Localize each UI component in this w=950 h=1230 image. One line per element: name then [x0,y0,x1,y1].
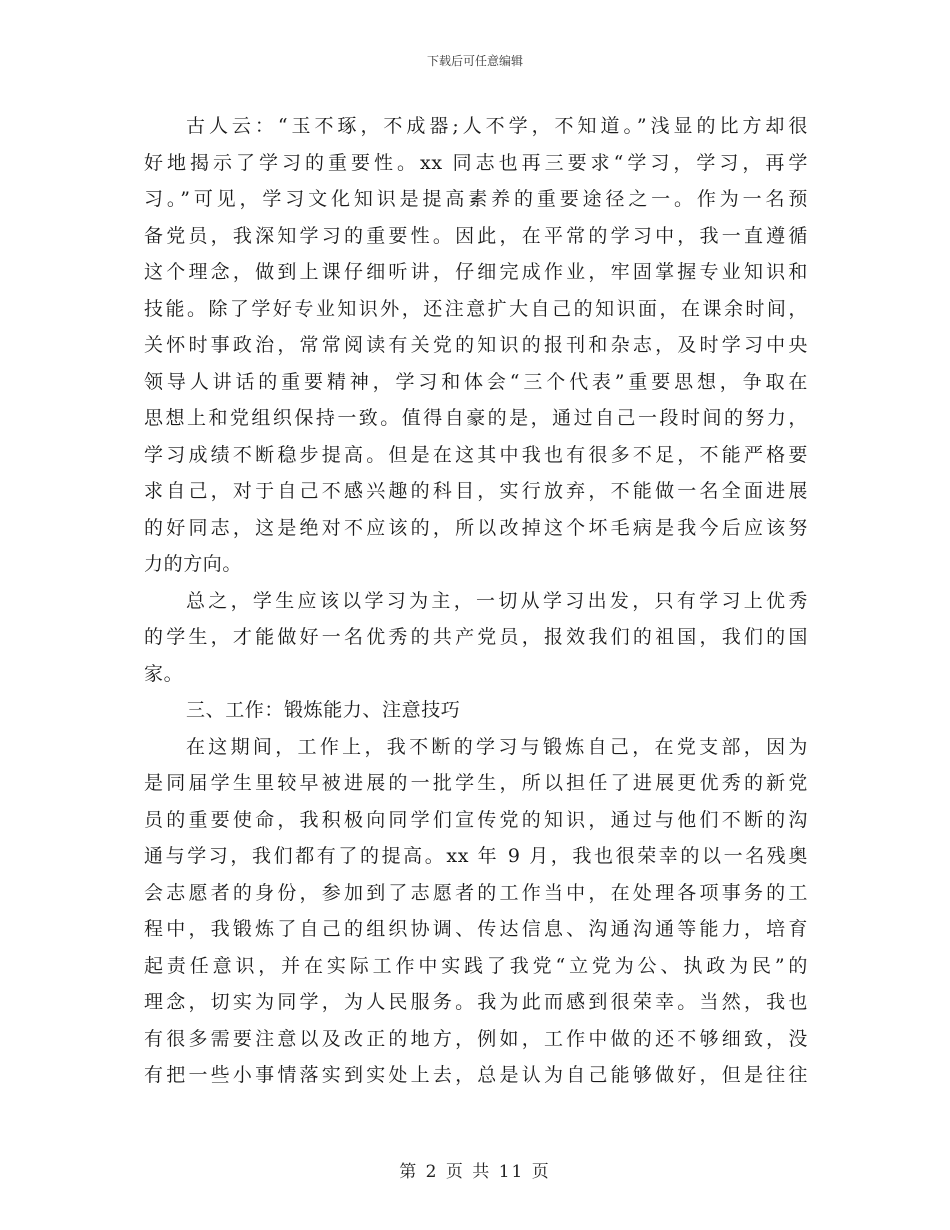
text-line: 有把一些小事情落实到实处上去，总是认为自己能够做好，但是往往 [144,1064,808,1086]
section-heading: 三、工作：锻炼能力、注意技巧 [186,699,461,721]
text-line: 通与学习，我们都有了的提高。xx 年 9 月，我也很荣幸的以一名残奥 [144,845,808,867]
text-line: 好地揭示了学习的重要性。xx 同志也再三要求“学习，学习，再学 [144,151,808,174]
text-line: 思想上和党组织保持一致。值得自豪的是，通过自己一段时间的努力， [144,407,808,429]
text-line: 起责任意识，并在实际工作中实践了我党“立党为公、执政为民”的 [144,954,808,977]
text-line: 是同届学生里较早被进展的一批学生，所以担任了进展更优秀的新党 [144,772,808,794]
text-line: 的学生，才能做好一名优秀的共产党员，报效我们的祖国，我们的国 [144,626,808,648]
text-line: 有很多需要注意以及改正的地方，例如，工作中做的还不够细致，没 [144,1027,808,1050]
text-line: 总之，学生应该以学习为主，一切从学习出发，只有学习上优秀 [186,589,808,612]
text-line: 程中，我锻炼了自己的组织协调、传达信息、沟通沟通等能力，培育 [144,918,808,940]
text-line: 会志愿者的身份，参加到了志愿者的工作当中，在处理各项事务的工 [144,881,808,904]
text-line: 学习成绩不断稳步提高。但是在这其中我也有很多不足，不能严格要 [144,443,808,466]
text-line: 习。”可见，学习文化知识是提高素养的重要途径之一。作为一名预 [144,188,808,210]
page-footer: 第 2 页 共 11 页 [399,1162,551,1182]
text-line: 这个理念，做到上课仔细听讲，仔细完成作业，牢固掌握专业知识和 [144,261,808,283]
text-line: 关怀时事政治，常常阅读有关党的知识的报刊和杂志，及时学习中央 [144,334,808,356]
text-line: 力的方向。 [144,553,243,575]
text-line: 求自己，对于自己不感兴趣的科目，实行放弃，不能做一名全面进展 [144,480,808,502]
text-line: 的好同志，这是绝对不应该的，所以改掉这个坏毛病是我今后应该努 [144,516,808,539]
text-line: 家。 [144,662,184,685]
text-line: 技能。除了学好专业知识外，还注意扩大自己的知识面，在课余时间， [144,297,808,320]
page-header: 下载后可任意编辑 [426,54,523,68]
text-line: 理念，切实为同学，为人民服务。我为此而感到很荣幸。当然，我也 [144,991,808,1013]
text-line: 古人云：“玉不琢，不成器;人不学，不知道。”浅显的比方却很 [186,115,808,137]
text-line: 员的重要使命，我积极向同学们宣传党的知识，通过与他们不断的沟 [144,808,808,831]
text-line: 在这期间，工作上，我不断的学习与锻炼自己，在党支部，因为 [186,735,808,758]
document-body [144,108,808,1094]
text-line: 领导人讲话的重要精神，学习和体会“三个代表”重要思想，争取在 [144,370,808,393]
text-line: 备党员，我深知学习的重要性。因此，在平常的学习中，我一直遵循 [144,224,808,247]
